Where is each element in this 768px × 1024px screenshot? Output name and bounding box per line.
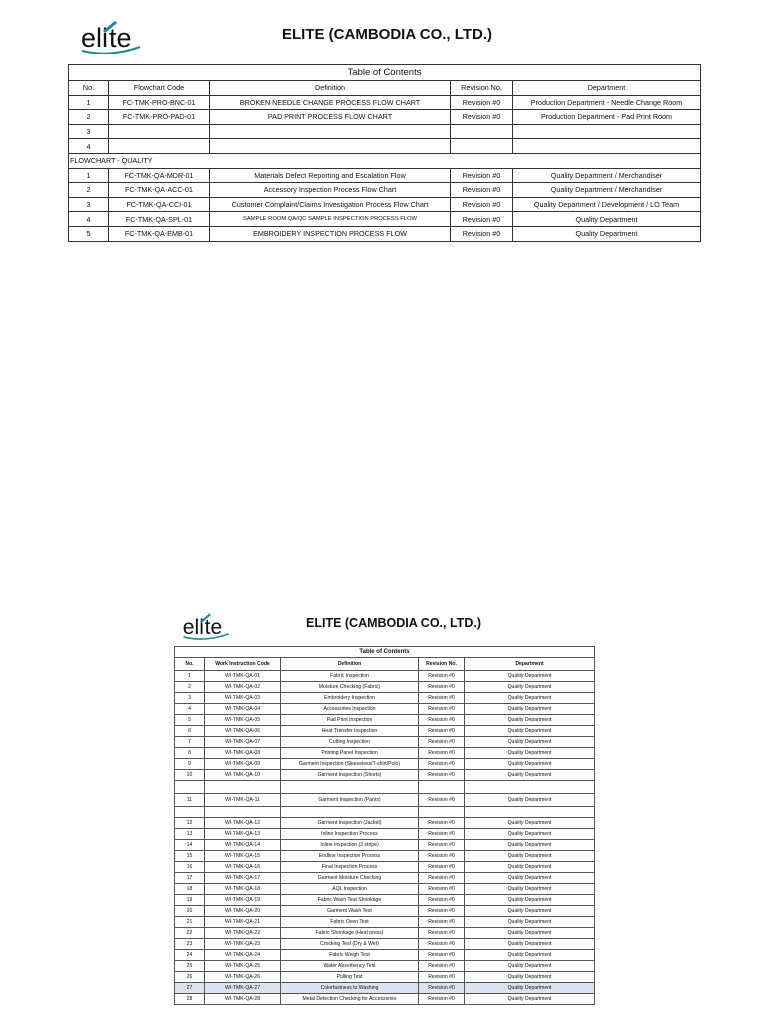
cell-definition: Printing Panel Inspection [281, 748, 419, 759]
cell-no: 4 [175, 704, 205, 715]
table-row [175, 972, 595, 983]
cell-department: Quality Department [465, 693, 595, 704]
table-row [175, 759, 595, 770]
cell-department: Quality Department [465, 950, 595, 961]
table-row [175, 939, 595, 950]
table-row [175, 983, 595, 994]
cell-revision: Revision #0 [419, 726, 465, 737]
cell-code: WI-TMK-QA-08 [205, 748, 281, 759]
cell-no: 4 [69, 212, 109, 227]
cell-revision: Revision #0 [419, 851, 465, 862]
cell-definition: Fabric Oven Test [281, 917, 419, 928]
cell-department: Quality Department [465, 671, 595, 682]
cell-revision: Revision #0 [451, 110, 513, 125]
cell-no: 19 [175, 895, 205, 906]
cell-definition: Accessory Inspection Process Flow Chart [210, 183, 451, 198]
cell-definition: Fabric Inspection [281, 671, 419, 682]
cell-code: WI-TMK-QA-03 [205, 693, 281, 704]
table-row [175, 726, 595, 737]
cell-no: 24 [175, 950, 205, 961]
cell-revision: Revision #0 [419, 928, 465, 939]
cell-definition: Customer Complaint/Claims Investigation Process Flow Chart [210, 197, 451, 212]
cell-revision: Revision #0 [419, 715, 465, 726]
table-row [175, 862, 595, 873]
table-row [69, 168, 701, 183]
table-row [69, 197, 701, 212]
table-row [175, 794, 595, 807]
cell-definition: Fabric Shrinkage (Heat press) [281, 928, 419, 939]
cell-no [175, 781, 205, 794]
cell-no [175, 807, 205, 818]
cell-code: FC-TMK-QA-MDR-01 [109, 168, 210, 183]
table-header-row [69, 81, 701, 96]
cell-no: 10 [175, 770, 205, 781]
cell-definition: Garment Inspection (Pants) [281, 794, 419, 807]
cell-no: 3 [69, 197, 109, 212]
cell-revision: Revision #0 [419, 862, 465, 873]
table-header-row [175, 658, 595, 671]
table-row [175, 693, 595, 704]
svg-text:i: i [102, 23, 108, 53]
cell-revision: Revision #0 [451, 168, 513, 183]
cell-no: 2 [69, 110, 109, 125]
svg-text:te: te [204, 615, 223, 639]
cell-code [205, 781, 281, 794]
cell-definition: Colorfastness to Washing [281, 983, 419, 994]
cell-revision: Revision #0 [419, 671, 465, 682]
table-row [175, 906, 595, 917]
cell-no: 14 [175, 840, 205, 851]
cell-code: WI-TMK-QA-11 [205, 794, 281, 807]
cell-department: Quality Department [465, 748, 595, 759]
cell-no: 2 [69, 183, 109, 198]
cell-revision: Revision #0 [419, 961, 465, 972]
cell-code: WI-TMK-QA-28 [205, 994, 281, 1005]
cell-department: Quality Department [465, 983, 595, 994]
cell-revision: Revision #0 [419, 906, 465, 917]
cell-definition: BROKEN NEEDLE CHANGE PROCESS FLOW CHART [210, 95, 451, 110]
cell-code: WI-TMK-QA-02 [205, 682, 281, 693]
table-row [69, 110, 701, 125]
cell-code: WI-TMK-QA-06 [205, 726, 281, 737]
cell-department [465, 781, 595, 794]
svg-text:te: te [109, 23, 132, 53]
cell-department: Quality Department [465, 770, 595, 781]
cell-no: 27 [175, 983, 205, 994]
table-row [175, 682, 595, 693]
table-row [175, 873, 595, 884]
cell-code: WI-TMK-QA-14 [205, 840, 281, 851]
cell-revision: Revision #0 [419, 829, 465, 840]
cell-revision: Revision #0 [419, 895, 465, 906]
table-row [175, 950, 595, 961]
cell-revision: Revision #0 [419, 939, 465, 950]
cell-revision: Revision #0 [419, 873, 465, 884]
cell-no: 9 [175, 759, 205, 770]
cell-definition [210, 139, 451, 154]
cell-code: WI-TMK-QA-27 [205, 983, 281, 994]
table-row [175, 895, 595, 906]
table-row [175, 994, 595, 1005]
cell-no: 11 [175, 794, 205, 807]
section-row-quality [69, 153, 701, 168]
cell-code: WI-TMK-QA-20 [205, 906, 281, 917]
cell-code: FC-TMK-QA-EMB-01 [109, 226, 210, 241]
cell-revision: Revision #0 [451, 212, 513, 227]
cell-definition: EMBROIDERY INSPECTION PROCESS FLOW [210, 226, 451, 241]
cell-definition: Endline Inspection Process [281, 851, 419, 862]
cell-no: 25 [175, 961, 205, 972]
cell-code: WI-TMK-QA-17 [205, 873, 281, 884]
cell-definition: Final Inspection Process [281, 862, 419, 873]
header-definition: Definition [210, 81, 451, 96]
cell-revision: Revision #0 [451, 183, 513, 198]
cell-no: 4 [69, 139, 109, 154]
table-row [69, 226, 701, 241]
cell-department: Quality Department [465, 840, 595, 851]
cell-definition: AQL Inspection [281, 884, 419, 895]
cell-definition: Moisture Checking (Fabric) [281, 682, 419, 693]
cell-revision: Revision #0 [419, 704, 465, 715]
table-row [69, 95, 701, 110]
cell-no: 7 [175, 737, 205, 748]
cell-department: Quality Department [465, 928, 595, 939]
cell-definition: Inline Inspection Process [281, 829, 419, 840]
cell-definition: Garment Wash Test [281, 906, 419, 917]
cell-department [465, 807, 595, 818]
cell-code: WI-TMK-QA-23 [205, 939, 281, 950]
cell-definition [281, 807, 419, 818]
cell-no: 12 [175, 818, 205, 829]
cell-no: 1 [175, 671, 205, 682]
company-title: ELITE (CAMBODIA CO., LTD.) [282, 26, 492, 43]
cell-code: WI-TMK-QA-13 [205, 829, 281, 840]
cell-no: 23 [175, 939, 205, 950]
cell-code: WI-TMK-QA-09 [205, 759, 281, 770]
cell-definition: Pad Print Inspection [281, 715, 419, 726]
header-department: Department [465, 658, 595, 671]
table-row [69, 183, 701, 198]
cell-department: Quality Department [465, 994, 595, 1005]
cell-revision [419, 781, 465, 794]
table-row [175, 671, 595, 682]
cell-no: 3 [69, 124, 109, 139]
table-row [175, 704, 595, 715]
cell-no: 22 [175, 928, 205, 939]
cell-department: Quality Department [465, 794, 595, 807]
cell-revision: Revision #0 [419, 884, 465, 895]
cell-code [109, 139, 210, 154]
header-no: No. [69, 81, 109, 96]
cell-code: WI-TMK-QA-24 [205, 950, 281, 961]
cell-revision: Revision #0 [419, 983, 465, 994]
header-code: Work Instruction Code [205, 658, 281, 671]
cell-department: Quality Department [465, 972, 595, 983]
cell-definition: Inline Inspection (3 stripe) [281, 840, 419, 851]
cell-revision: Revision #0 [419, 794, 465, 807]
table-row [175, 818, 595, 829]
cell-revision: Revision #0 [451, 197, 513, 212]
cell-department: Quality Department [465, 704, 595, 715]
cell-department: Quality Department [465, 961, 595, 972]
cell-revision: Revision #0 [419, 737, 465, 748]
cell-department: Quality Department / Merchandiser [513, 183, 701, 198]
cell-department: Quality Department [465, 939, 595, 950]
header-department: Department [513, 81, 701, 96]
svg-text:el: el [81, 23, 103, 53]
cell-code: WI-TMK-QA-10 [205, 770, 281, 781]
cell-no: 1 [69, 95, 109, 110]
cell-no: 15 [175, 851, 205, 862]
cell-department: Quality Department [465, 862, 595, 873]
cell-department: Quality Department [465, 829, 595, 840]
cell-revision [451, 124, 513, 139]
cell-definition: SAMPLE ROOM QA/QC SAMPLE INSPECTION PROCESS FLOW [210, 212, 451, 227]
cell-code [205, 807, 281, 818]
cell-no: 20 [175, 906, 205, 917]
section-label: FLOWCHART - QUALITY [69, 153, 701, 168]
cell-department: Quality Department [465, 851, 595, 862]
table-row [175, 917, 595, 928]
elite-logo [182, 612, 232, 640]
cell-department: Quality Department / Development / LO Team [513, 197, 701, 212]
cell-code: FC-TMK-QA-ACC-01 [109, 183, 210, 198]
cell-revision: Revision #0 [451, 95, 513, 110]
toc-title: Table of Contents [175, 647, 595, 658]
header-revision: Revision No. [419, 658, 465, 671]
cell-code: WI-TMK-QA-25 [205, 961, 281, 972]
cell-no: 21 [175, 917, 205, 928]
cell-no: 5 [69, 226, 109, 241]
cell-revision: Revision #0 [419, 840, 465, 851]
cell-definition: Metal Detection Checking for Accessories [281, 994, 419, 1005]
cell-department: Quality Department [513, 226, 701, 241]
cell-code: WI-TMK-QA-18 [205, 884, 281, 895]
cell-department: Quality Department [465, 759, 595, 770]
cell-code: WI-TMK-QA-07 [205, 737, 281, 748]
cell-revision: Revision #0 [419, 950, 465, 961]
cell-department: Quality Department [465, 917, 595, 928]
cell-department: Quality Department [465, 715, 595, 726]
table-row-blank [175, 807, 595, 818]
cell-revision: Revision #0 [419, 682, 465, 693]
cell-revision: Revision #0 [419, 693, 465, 704]
cell-definition: Crocking Test (Dry & Wet) [281, 939, 419, 950]
table-row [175, 851, 595, 862]
cell-definition: PAD PRINT PROCESS FLOW CHART [210, 110, 451, 125]
cell-no: 26 [175, 972, 205, 983]
cell-code: WI-TMK-QA-21 [205, 917, 281, 928]
cell-definition [210, 124, 451, 139]
cell-code: FC-TMK-PRO-PAD-01 [109, 110, 210, 125]
cell-definition: Garment Inspection (Sleeveless/T-shirt/Polo) [281, 759, 419, 770]
cell-code: WI-TMK-QA-26 [205, 972, 281, 983]
table-row [175, 829, 595, 840]
cell-revision: Revision #0 [451, 226, 513, 241]
page-flowchart-toc [0, 0, 768, 260]
work-instruction-rows [175, 671, 595, 1005]
cell-no: 13 [175, 829, 205, 840]
toc-title: Table of Contents [69, 65, 701, 81]
cell-no: 1 [69, 168, 109, 183]
table-row [175, 770, 595, 781]
work-instruction-toc-table [174, 646, 595, 1005]
cell-department: Quality Department [465, 682, 595, 693]
cell-definition: Garment Moisture Checking [281, 873, 419, 884]
cell-definition: Fabric Wash Test Shrinkage [281, 895, 419, 906]
cell-department: Quality Department [465, 737, 595, 748]
cell-code: WI-TMK-QA-01 [205, 671, 281, 682]
cell-definition [281, 781, 419, 794]
table-row [69, 212, 701, 227]
cell-department [513, 124, 701, 139]
cell-revision: Revision #0 [419, 818, 465, 829]
cell-definition: Fabric Weigh Test [281, 950, 419, 961]
svg-text:i: i [199, 615, 204, 639]
cell-code: WI-TMK-QA-19 [205, 895, 281, 906]
cell-no: 2 [175, 682, 205, 693]
cell-no: 28 [175, 994, 205, 1005]
table-row [175, 737, 595, 748]
cell-department: Quality Department / Merchandiser [513, 168, 701, 183]
cell-revision: Revision #0 [419, 748, 465, 759]
cell-definition: Garment Inspection (Jacket) [281, 818, 419, 829]
cell-department: Quality Department [465, 873, 595, 884]
cell-revision: Revision #0 [419, 972, 465, 983]
cell-no: 8 [175, 748, 205, 759]
cell-department: Quality Department [465, 726, 595, 737]
cell-revision: Revision #0 [419, 770, 465, 781]
cell-code [109, 124, 210, 139]
cell-code: WI-TMK-QA-12 [205, 818, 281, 829]
cell-definition: Heat Transfer Inspection [281, 726, 419, 737]
table-row [175, 715, 595, 726]
table-row [175, 748, 595, 759]
cell-definition: Embroidery Inspection [281, 693, 419, 704]
cell-code: FC-TMK-QA-CCI-01 [109, 197, 210, 212]
cell-definition: Garment Inspection (Shorts) [281, 770, 419, 781]
header-no: No. [175, 658, 205, 671]
cell-department: Quality Department [465, 906, 595, 917]
cell-revision: Revision #0 [419, 759, 465, 770]
cell-no: 3 [175, 693, 205, 704]
cell-department: Production Department - Pad Print Room [513, 110, 701, 125]
cell-department: Quality Department [513, 212, 701, 227]
cell-revision [451, 139, 513, 154]
cell-department: Quality Department [465, 895, 595, 906]
company-title: ELITE (CAMBODIA CO., LTD.) [306, 616, 481, 630]
cell-code: WI-TMK-QA-15 [205, 851, 281, 862]
header-definition: Definition [281, 658, 419, 671]
cell-definition: Accessories Inspection [281, 704, 419, 715]
header-code: Flowchart Code [109, 81, 210, 96]
cell-code: FC-TMK-QA-SPL-01 [109, 212, 210, 227]
elite-logo [80, 20, 144, 54]
cell-code: WI-TMK-QA-05 [205, 715, 281, 726]
table-row [175, 928, 595, 939]
cell-no: 17 [175, 873, 205, 884]
table-row [175, 961, 595, 972]
cell-code: WI-TMK-QA-04 [205, 704, 281, 715]
cell-definition: Pulling Test [281, 972, 419, 983]
cell-department [513, 139, 701, 154]
table-row-blank [175, 781, 595, 794]
cell-revision: Revision #0 [419, 917, 465, 928]
cell-revision: Revision #0 [419, 994, 465, 1005]
flowchart-toc-table [68, 64, 701, 242]
table-row [175, 840, 595, 851]
cell-department: Quality Department [465, 884, 595, 895]
cell-no: 18 [175, 884, 205, 895]
svg-text:el: el [182, 615, 200, 639]
cell-definition: Materials Defect Reporting and Escalation Flow [210, 168, 451, 183]
cell-code: FC-TMK-PRO-BNC-01 [109, 95, 210, 110]
cell-department: Quality Department [465, 818, 595, 829]
cell-department: Production Department - Needle Change Room [513, 95, 701, 110]
cell-definition: Water Absorbency Test [281, 961, 419, 972]
cell-definition: Cutting Inspection [281, 737, 419, 748]
table-row [69, 124, 701, 139]
cell-code: WI-TMK-QA-22 [205, 928, 281, 939]
cell-no: 16 [175, 862, 205, 873]
cell-no: 6 [175, 726, 205, 737]
table-row [69, 139, 701, 154]
header-revision: Revision No. [451, 81, 513, 96]
table-row [175, 884, 595, 895]
cell-no: 5 [175, 715, 205, 726]
cell-code: WI-TMK-QA-16 [205, 862, 281, 873]
cell-revision [419, 807, 465, 818]
